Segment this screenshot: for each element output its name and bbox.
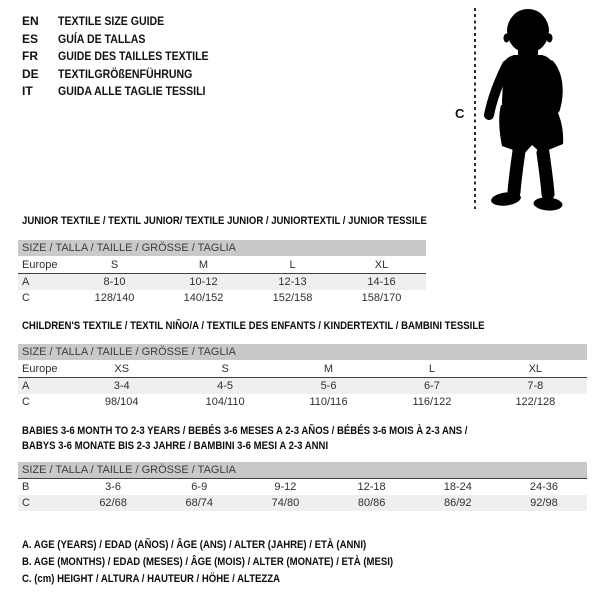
row-label: C xyxy=(22,292,30,304)
cell-value: 3-6 xyxy=(105,481,122,493)
cell-value: 110/116 xyxy=(309,396,348,408)
cell-value: 7-8 xyxy=(527,380,544,392)
table-row xyxy=(18,479,587,495)
baby-silhouette-icon xyxy=(484,5,586,217)
column-header: S xyxy=(110,258,119,271)
table-row xyxy=(18,378,587,394)
cell-value: 12-18 xyxy=(357,481,386,493)
table-title: JUNIOR TEXTILE / TEXTIL JUNIOR/ TEXTILE JUNIOR / JUNIORTEXTIL / JUNIOR TESSILE xyxy=(22,215,427,227)
cell-value: 12-13 xyxy=(278,276,307,288)
table-row xyxy=(18,495,587,511)
language-code: FR xyxy=(22,49,38,63)
language-title: GUÍA DE TALLAS xyxy=(58,31,146,46)
cell-value: 10-12 xyxy=(189,276,218,288)
cell-value: 3-4 xyxy=(113,380,130,392)
column-header: M xyxy=(198,258,209,271)
cell-value: 86/92 xyxy=(444,497,472,509)
babies-textile-table xyxy=(18,424,587,511)
language-row xyxy=(22,66,229,84)
height-measure-dashed-line xyxy=(474,8,476,209)
column-header-row xyxy=(18,360,587,378)
footnote-legend xyxy=(22,537,449,588)
language-title: GUIDA ALLE TAGLIE TESSILI xyxy=(58,84,206,98)
cell-value: 122/128 xyxy=(515,396,556,408)
size-header-bar: SIZE / TALLA / TAILLE / GRÖSSE / TAGLIA xyxy=(18,344,587,360)
column-header-row xyxy=(18,256,426,274)
cell-value: 68/74 xyxy=(185,497,214,509)
language-code: ES xyxy=(22,31,39,46)
row-label: C xyxy=(22,396,30,408)
footnote-line: C. (cm) HEIGHT / ALTURA / HAUTEUR / HÖHE / ALTEZZA xyxy=(22,573,281,585)
footnote-line: B. AGE (MONTHS) / EDAD (MESES) / ÂGE (MOIS) / ALTER (MONATE) / ETÀ (MESI) xyxy=(22,556,394,568)
language-row xyxy=(22,31,229,49)
row-label: C xyxy=(22,497,30,509)
height-measure-label: C xyxy=(455,106,465,121)
column-header: L xyxy=(289,258,296,271)
cell-value: 128/140 xyxy=(94,292,135,304)
language-title: GUIDE DES TAILLES TEXTILE xyxy=(58,49,209,63)
table-row xyxy=(18,274,426,290)
cell-value: 140/152 xyxy=(183,292,224,304)
size-header-bar: SIZE / TALLA / TAILLE / GRÖSSE / TAGLIA xyxy=(18,462,587,479)
row-label: A xyxy=(22,276,30,288)
table-title: CHILDREN'S TEXTILE / TEXTIL NIÑO/A / TEXTILE DES ENFANTS / KINDERTEXTIL / BAMBINI TESSILE xyxy=(22,320,485,332)
cell-value: 5-6 xyxy=(320,380,337,392)
cell-value: 116/122 xyxy=(412,396,452,408)
language-code: EN xyxy=(22,14,39,28)
cell-value: 14-16 xyxy=(367,276,396,288)
cell-value: 98/104 xyxy=(104,396,139,408)
children-textile-table xyxy=(18,319,587,410)
language-code: IT xyxy=(22,84,33,98)
table-row xyxy=(18,290,426,306)
table-grid xyxy=(18,462,587,511)
table-title: BABYS 3-6 MONATE BIS 2-3 JAHRE / BAMBINI 3-6 MESI A 2-3 ANNI xyxy=(22,440,329,452)
column-header: M xyxy=(323,362,334,375)
language-row xyxy=(22,48,229,66)
language-title: TEXTILE SIZE GUIDE xyxy=(58,14,165,28)
column-header: L xyxy=(428,362,435,375)
cell-value: 104/110 xyxy=(205,396,245,408)
language-row xyxy=(22,13,229,31)
row-label: A xyxy=(22,380,30,392)
column-header: S xyxy=(221,362,229,375)
size-header-bar: SIZE / TALLA / TAILLE / GRÖSSE / TAGLIA xyxy=(18,240,426,256)
cell-value: 18-24 xyxy=(443,481,472,493)
cell-value: 74/80 xyxy=(271,497,300,509)
column-header: XL xyxy=(374,258,389,271)
cell-value: 158/170 xyxy=(361,292,402,304)
cell-value: 80/86 xyxy=(357,497,386,509)
cell-value: 6-7 xyxy=(423,380,440,392)
cell-value: 92/98 xyxy=(530,497,558,509)
cell-value: 6-9 xyxy=(191,481,208,493)
cell-value: 9-12 xyxy=(274,481,297,493)
row-label: B xyxy=(22,481,30,493)
cell-value: 152/158 xyxy=(272,292,313,304)
cell-value: 62/68 xyxy=(99,497,127,509)
cell-value: 4-5 xyxy=(217,380,234,392)
cell-value: 8-10 xyxy=(103,276,126,288)
column-header: XS xyxy=(114,362,130,375)
language-code: DE xyxy=(22,66,39,81)
language-list xyxy=(22,13,229,101)
table-title: BABIES 3-6 MONTH TO 2-3 YEARS / BEBÉS 3-6 MESES A 2-3 AÑOS / BÉBÉS 3-6 MOIS À 2-3 ANS / xyxy=(22,425,468,437)
region-label: Europe xyxy=(22,362,58,375)
junior-textile-table xyxy=(18,214,426,306)
cell-value: 24-36 xyxy=(529,481,559,493)
column-header: XL xyxy=(528,362,543,375)
table-row xyxy=(18,394,587,410)
region-label: Europe xyxy=(22,258,58,271)
language-title: TEXTILGRÖßENFÜHRUNG xyxy=(58,66,193,81)
footnote-line: A. AGE (YEARS) / EDAD (AÑOS) / ÂGE (ANS) / ALTER (JAHRE) / ETÀ (ANNI) xyxy=(22,539,367,551)
table-grid xyxy=(18,240,426,306)
table-grid xyxy=(18,344,587,410)
language-row xyxy=(22,83,229,101)
